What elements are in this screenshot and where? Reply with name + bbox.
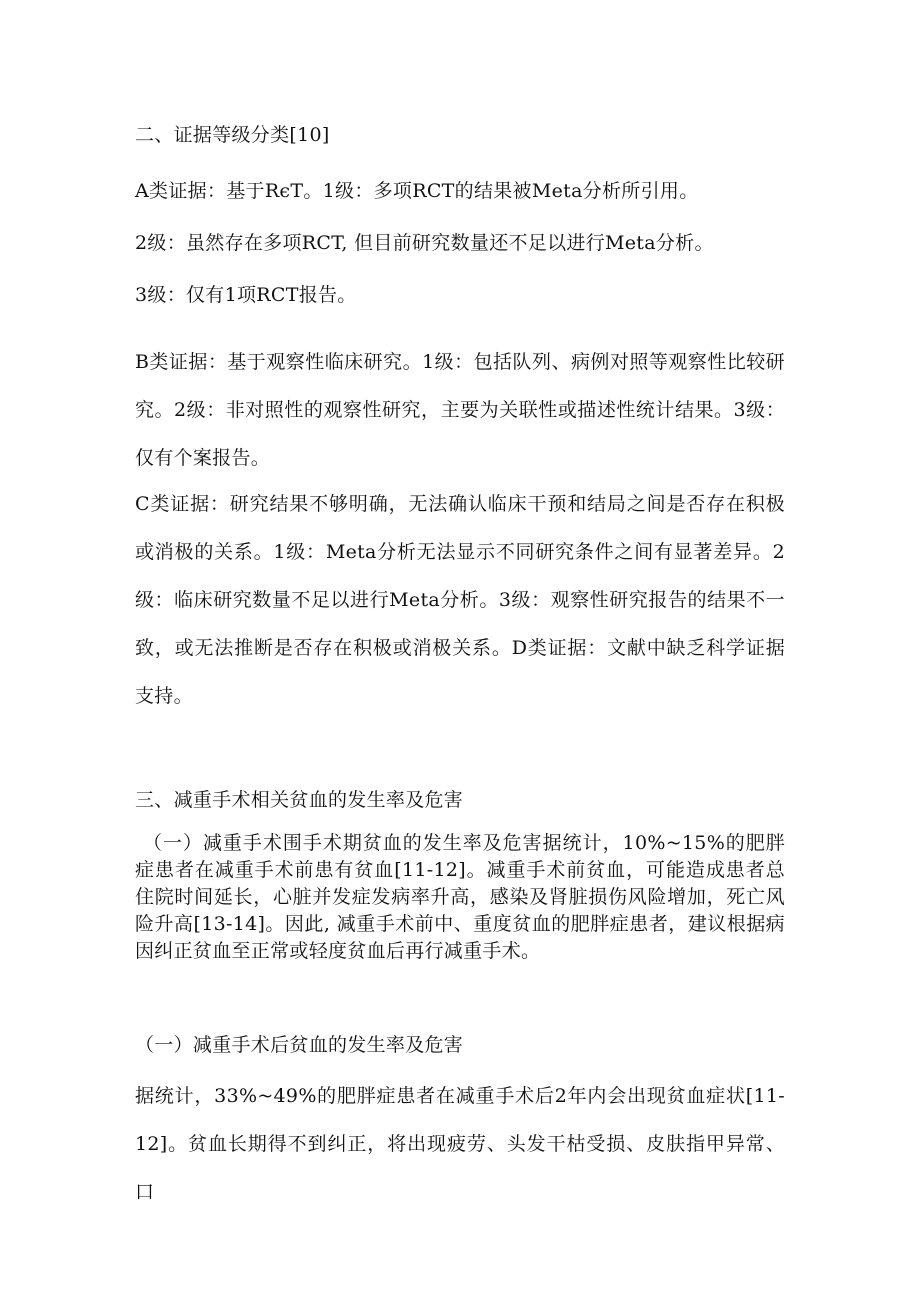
evidence-c-paragraph: C类证据：研究结果不够明确，无法确认临床干预和结局之间是否存在积极或消极的关系。1级：Meta分析无法显示不同研究条件之间有显著差异。2级：临床研究数量不足以进行Meta分析。3级：观察性研究报告的结果不一致，或无法推断是否存在积极或消极关系。D类证据：文献中缺乏科学证据支持。 — [135, 493, 785, 707]
subsection-2-heading: （一）减重手术后贫血的发生率及危害 — [135, 1034, 464, 1056]
section-3-heading: 三、减重手术相关贫血的发生率及危害 — [135, 789, 464, 811]
subsection-1-paragraph: （一）减重手术围手术期贫血的发生率及危害据统计，10%~15%的肥胖症患者在减重手术前患有贫血[11-12]。减重手术前贫血，可能造成患者总住院时间延长，心脏并发症发病率升高，感染及肾脏损伤风险增加，死亡风险升高[13-14]。因此, 减重手术前中、重度贫血的肥胖症患者，建议根据病因纠正贫血至正常或轻度贫血后再行减重手术。 — [135, 832, 785, 962]
subsection-2-paragraph: 据统计，33%~49%的肥胖症患者在减重手术后2年内会出现贫血症状[11-12]。贫血长期得不到纠正，将出现疲劳、头发干枯受损、皮肤指甲异常、口 — [135, 1085, 785, 1203]
evidence-b-paragraph: B类证据：基于观察性临床研究。1级：包括队列、病例对照等观察性比较研究。2级：非对照性的观察性研究，主要为关联性或描述性统计结果。3级：仅有个案报告。 — [135, 351, 785, 469]
evidence-a-line-1: A类证据：基于RєT。1级：多项RCT的结果被Meta分析所引用。 — [135, 180, 699, 202]
section-2-heading: 二、证据等级分类[10] — [135, 124, 330, 146]
evidence-a-line-3: 3级：仅有1项RCT报告。 — [135, 284, 357, 306]
evidence-a-line-2: 2级：虽然存在多项RCT, 但目前研究数量还不足以进行Meta分析。 — [135, 232, 714, 254]
